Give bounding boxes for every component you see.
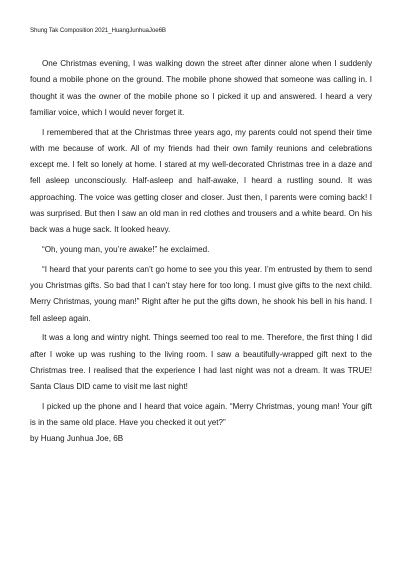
page-header: Shung Tak Composition 2021_HuangJunhuaJoe6B xyxy=(30,27,166,34)
paragraph-6: I picked up the phone and I heard that voice again. “Merry Christmas, young man! Your gift is in the same old place. Have you checked it out yet?” xyxy=(30,401,372,428)
paragraph-5: It was a long and wintry night. Things seemed too real to me. Therefore, the first thing I did after I woke up was rushing to the living room. I saw a beautifully-wrapped gift next to the Christmas tree. I realised that the experience I had last night was not a dream. It was TRUE! Santa Claus DID came to visit me last night! xyxy=(30,333,372,392)
paragraph-4: “I heard that your parents can’t go home to see you this year. I’m entrusted by them to send you Christmas gifts. So bad that I can’t stay here for too long. I must give gifts to the next child. Merry Christmas, young man!” Right after he put the gifts down, he shook his bell in his hand. I fell asleep again. xyxy=(30,264,372,323)
paragraph-3: “Oh, young man, you’re awake!” he exclaimed. xyxy=(42,245,210,255)
author-signature: by Huang Junhua Joe, 6B xyxy=(30,434,124,444)
paragraph-1: One Christmas evening, I was walking down the street after dinner alone when I suddenly found a mobile phone on the ground. The mobile phone showed that someone was calling in. I thought it was the owner of the mobile phone so I picked it up and answered. I heard a very familiar voice, which I would never forget it. xyxy=(30,59,372,117)
essay-body xyxy=(30,56,372,451)
paragraph-2: I remembered that at the Christmas three years ago, my parents could not spend their time with me because of work. All of my friends had their own family reunions and celebrations except me. I felt so lonely at home. I stared at my well-decorated Christmas tree in a daze and fell asleep unconsciously. Half-asleep and half-awake, I heard a rustling sound. It was approaching. The voice was getting closer and closer. Just then, I parents were coming back! I was surprised. But then I saw an old man in red clothes and trousers and a white beard. On his back was a huge sack. It looked heavy. xyxy=(30,127,372,235)
